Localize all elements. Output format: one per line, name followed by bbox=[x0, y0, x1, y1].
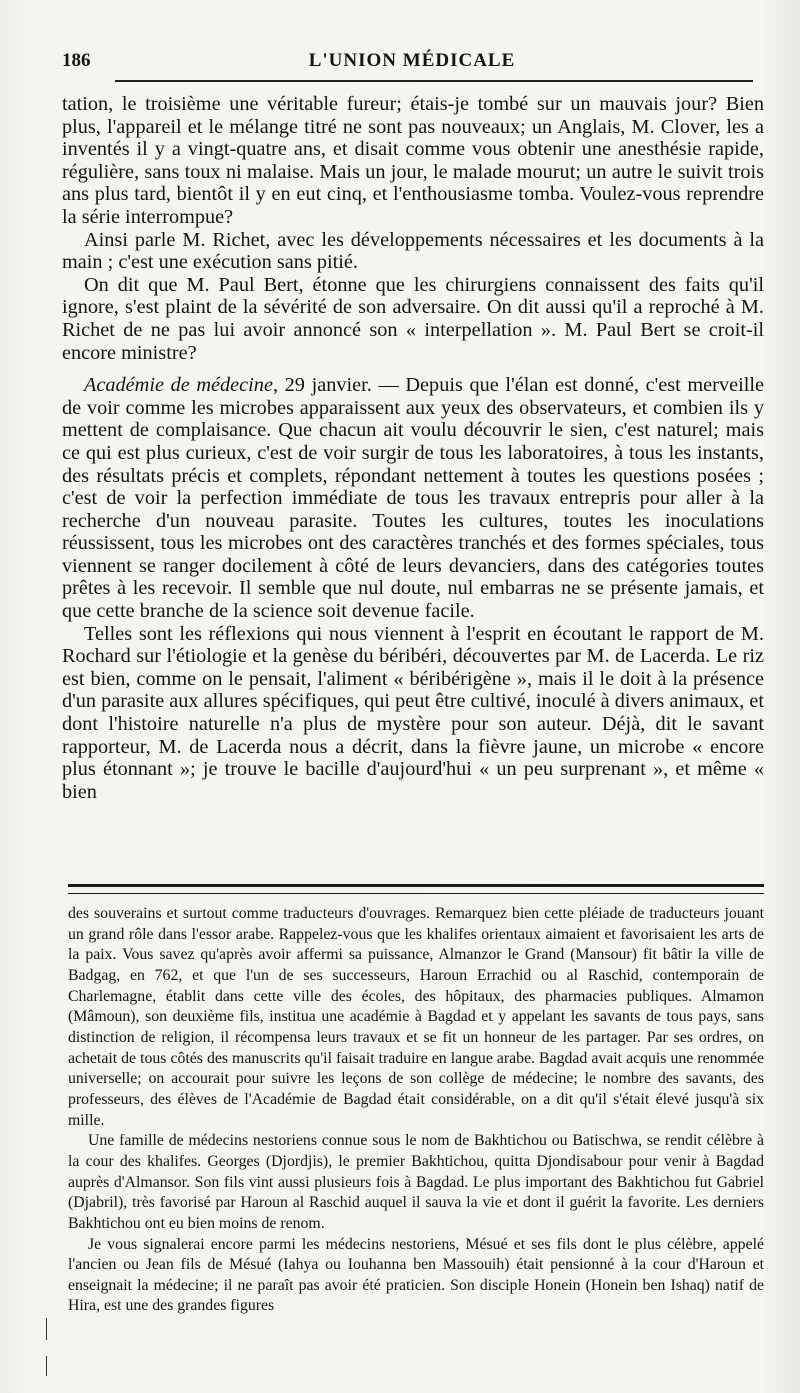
main-text bbox=[62, 93, 764, 803]
paragraph-4-text: , 29 janvier. — Depuis que l'élan est donné, c'est merveille de voir comme les microbes apparaissent aux yeux des observateurs, et combien ils y mettent de complaisance. Que chacun ait voulu découvrir le sien, c'est naturel; mais ce qui est plus curieux, c'est de voir surgir de tous les laboratoires, à tous les instants, des résultats précis et complets, répondant nettement à toutes les questions posées ; c'est de voir la perfection immédiate de tous les travaux entrepris pour aller à la recherche d'un nouveau parasite. Toutes les cultures, toutes les inoculations réussissent, tous les microbes ont des caractères tranchés et des formes spéciales, tous viennent se ranger docilement à côté de leurs devanciers, dans des catégories toutes prêtes à les recevoir. Il semble que nul doute, nul embarras ne se présente jamais, et que cette branche de la science soit devenue facile. bbox=[62, 374, 764, 623]
margin-mark bbox=[46, 1318, 47, 1340]
header-rule bbox=[115, 80, 753, 82]
paragraph-4 bbox=[62, 374, 764, 623]
running-head bbox=[62, 50, 762, 76]
footnote-block bbox=[68, 904, 764, 1317]
margin-mark bbox=[46, 1356, 47, 1376]
paragraph-1: tation, le troisième une véritable fureur; étais-je tombé sur un mauvais jour? Bien plus, l'appareil et le mélange titré ne sont pas nouveaux; un Anglais, M. Clover, les a inventés il y a vingt-quatre ans, et disait comme vous obtenir une anesthésie rapide, régulière, sans toux ni malaise. Mais un jour, le malade mourut; un autre le suivit trois ans plus tard, bientôt il y en eut cinq, et l'enthousiasme tomba. Voulez-vous reprendre la série interrompue? bbox=[62, 93, 764, 228]
footnote-paragraph-1: des souverains et surtout comme traducteurs d'ouvrages. Remarquez bien cette pléiade de traducteurs jouant un grand rôle dans l'essor arabe. Rappelez-vous que les khalifes orientaux aimaient et favorisaient les arts de la paix. Vous savez qu'après avoir affermi sa puissance, Almanzor le Grand (Mansour) fit bâtir la ville de Badgag, en 762, et que l'un de ses successeurs, Haroun Errachid ou al Raschid, contemporain de Charlemagne, établit dans cette ville des écoles, des hôpitaux, des pharmacies publiques. Almamon (Mâmoun), son deuxième fils, institua une académie à Bagdad et y appelant les savants de tous pays, sans distinction de religion, il récompensa leurs travaux et se fit un honneur de les partager. Par ses ordres, on achetait de tous côtés des manuscrits qu'il faisait traduire en langue arabe. Bagdad avait acquis une renommée universelle; on accourait pour suivre les leçons de son collège de médecine; le nombre des savants, des professeurs, des élèves de l'Académie de Bagdad était considérable, on a dit qu'il s'était élevé jusqu'à six mille. bbox=[68, 905, 764, 1129]
footnote-paragraph-2: Une famille de médecins nestoriens connue sous le nom de Bakhtichou ou Batischwa, se rendit célèbre à la cour des khalifes. Georges (Djordjis), le premier Bakhtichou, quitta Djondisabour pour venir à Bagdad auprès d'Almansor. Son fils vint aussi plusieurs fois à Bagdad. Le plus important des Bakhtichou fut Gabriel (Djabril), très favorisé par Haroun al Raschid auquel il sauva la vie et dont il guérit la favorite. Les derniers Bakhtichou ont eu bien moins de renom. bbox=[68, 1132, 764, 1232]
paragraph-2: Ainsi parle M. Richet, avec les développements nécessaires et les documents à la main ; c'est une exécution sans pitié. bbox=[62, 228, 764, 274]
footnote-paragraph-3: Je vous signalerai encore parmi les médecins nestoriens, Mésué et ses fils dont le plus célèbre, appelé l'ancien ou Jean fils de Mésué (Iahya ou Iouhanna ben Massouih) était pensionné à la cour d'Haroun et enseignait la médecine; il ne paraît pas avoir été praticien. Son disciple Honein (Honein ben Ishaq) natif de Hira, est une des grandes figures bbox=[68, 1235, 764, 1315]
paragraph-3: On dit que M. Paul Bert, étonne que les chirurgiens connaissent des faits qu'il ignore, s'est plaint de la sévérité de son adversaire. On dit aussi qu'il a reproché à M. Richet de ne pas lui avoir annoncé son « interpellation ». M. Paul Bert se croit-il encore ministre? bbox=[62, 273, 764, 364]
journal-title: L'UNION MÉDICALE bbox=[308, 50, 516, 71]
page-number: 186 bbox=[62, 50, 91, 71]
section-title-academie: Académie de médecine bbox=[84, 374, 273, 397]
footnote-separator bbox=[68, 884, 764, 894]
paragraph-5: Telles sont les réflexions qui nous viennent à l'esprit en écoutant le rapport de M. Rochard sur l'étiologie et la genèse du béribéri, découvertes par M. de Lacerda. Le riz est bien, comme on le pensait, l'aliment « béribérigène », mais il le doit à la présence d'un parasite aux allures spécifiques, qui peut être cultivé, inoculé à divers animaux, et dont l'histoire naturelle n'a plus de mystère pour son auteur. Déjà, dit le savant rapporteur, M. de Lacerda nous a décrit, dans la fièvre jaune, un microbe « encore plus étonnant »; je trouve le bacille d'aujourd'hui « un peu surprenant », et même « bien bbox=[62, 622, 764, 803]
